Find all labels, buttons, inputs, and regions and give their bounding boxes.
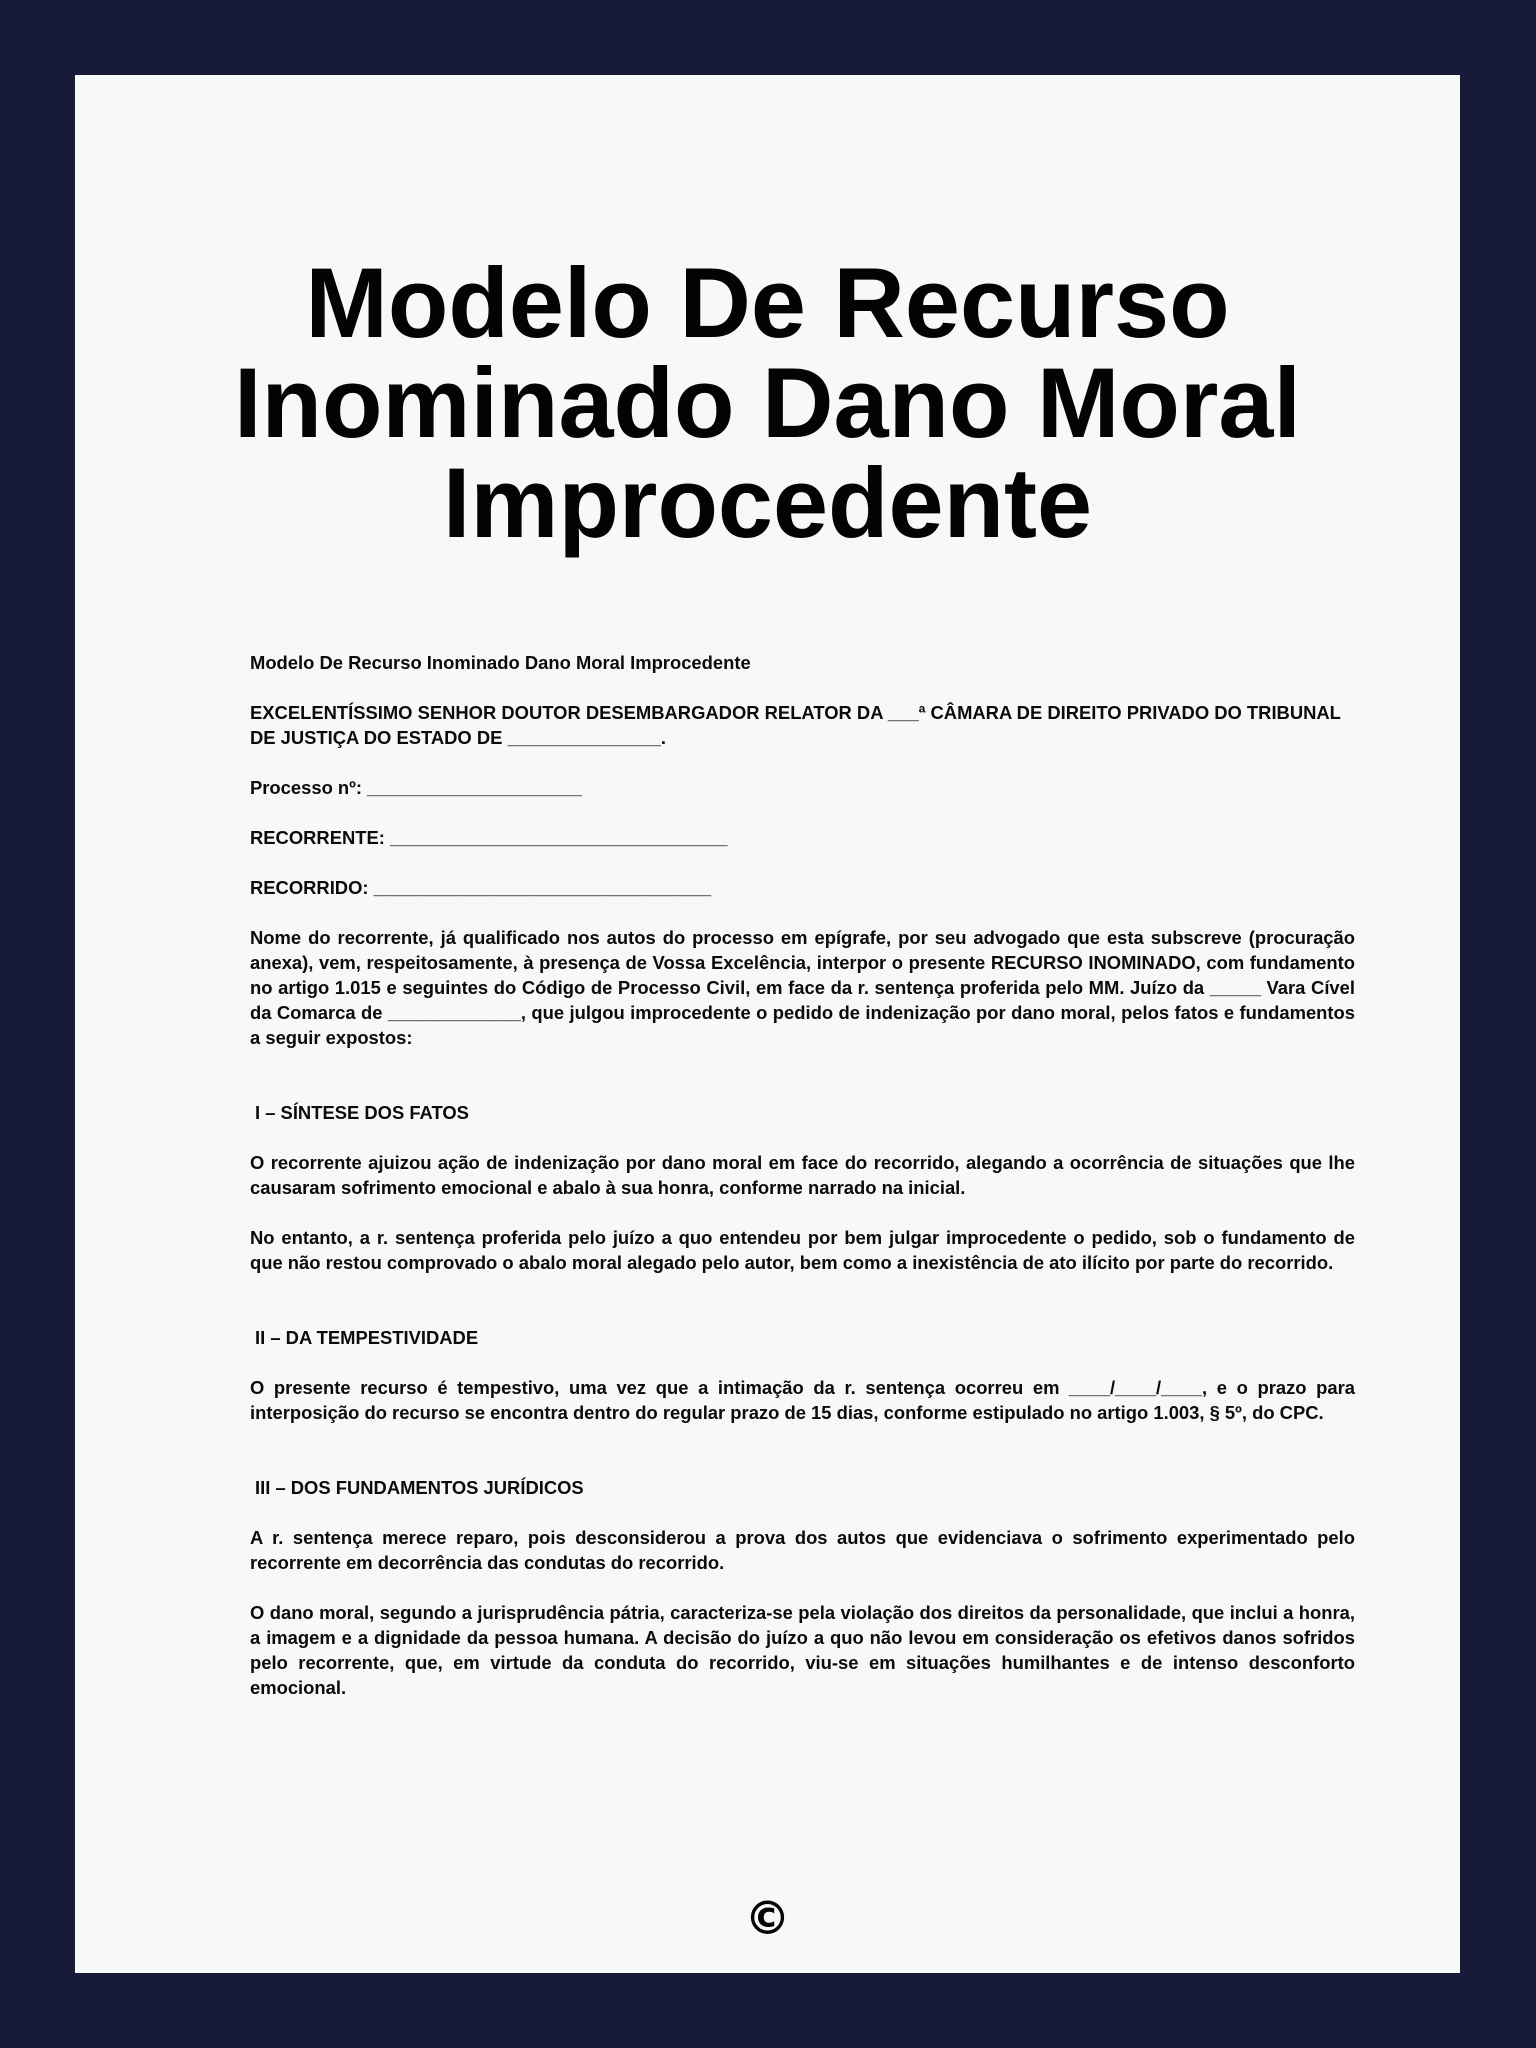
recorrido-field: RECORRIDO: _________________________________ — [250, 877, 712, 898]
fatos-paragraph-1: O recorrente ajuizou ação de indenização por dano moral em face do recorrido, alegando a ocorrência de situações que lhe causaram sofrimento emocional e abalo à sua honra, conforme narrado na inicial. — [250, 1152, 1355, 1198]
fatos-paragraph-2: No entanto, a r. sentença proferida pelo juízo a quo entendeu por bem julgar improcedente o pedido, sob o fundamento de que não restou comprovado o abalo moral alegado pelo autor, bem como a inexistência de ato ilícito por parte do recorrido. — [250, 1227, 1355, 1273]
tempestividade-paragraph: O presente recurso é tempestivo, uma vez que a intimação da r. sentença ocorreu em ____/____/____, e o prazo para interposição do recurso se encontra dentro do regular prazo de 15 dias, conforme estipulado no artigo 1.003, § 5º, do CPC. — [250, 1377, 1355, 1423]
fundamentos-paragraph-1: A r. sentença merece reparo, pois desconsiderou a prova dos autos que evidenciava o sofrimento experimentado pelo recorrente em decorrência das condutas do recorrido. — [250, 1527, 1355, 1573]
document-subtitle: Modelo De Recurso Inominado Dano Moral Improcedente — [250, 652, 751, 673]
processo-field: Processo nº: _____________________ — [250, 777, 582, 798]
fundamentos-paragraph-2: O dano moral, segundo a jurisprudência pátria, caracteriza-se pela violação dos direitos da personalidade, que inclui a honra, a imagem e a dignidade da pessoa humana. A decisão do juízo a quo não levou em consideração os efetivos danos sofridos pelo recorrente, que, em virtude da conduta do recorrido, viu-se em situações humilhantes e de intenso desconforto emocional. — [250, 1602, 1355, 1698]
document-page — [75, 75, 1460, 1973]
copyright-icon: © — [744, 1891, 791, 1945]
recorrente-field: RECORRENTE: _________________________________ — [250, 827, 728, 848]
title-line-2: Inominado Dano Moral — [233, 347, 1301, 458]
document-body — [250, 650, 1355, 1725]
addressee-paragraph: EXCELENTÍSSIMO SENHOR DOUTOR DESEMBARGADOR RELATOR DA ___ª CÂMARA DE DIREITO PRIVADO DO TRIBUNAL DE JUSTIÇA DO ESTADO DE _______________. — [250, 702, 1341, 748]
title-line-3: Improcedente — [442, 447, 1093, 558]
intro-paragraph: Nome do recorrente, já qualificado nos autos do processo em epígrafe, por seu advogado que esta subscreve (procuração anexa), vem, respeitosamente, à presença de Vossa Excelência, interpor o presente RECURSO INOMINADO, com fundamento no artigo 1.015 e seguintes do Código de Processo Civil, em face da r. sentença proferida pelo MM. Juízo da _____ Vara Cível da Comarca de _____________, que julgou improcedente o pedido de indenização por dano moral, pelos fatos e fundamentos a seguir expostos: — [250, 927, 1355, 1048]
document-title — [75, 247, 1460, 558]
section-heading-tempestividade: II – DA TEMPESTIVIDADE — [255, 1327, 479, 1348]
title-line-1: Modelo De Recurso — [305, 247, 1230, 358]
section-heading-fundamentos: III – DOS FUNDAMENTOS JURÍDICOS — [255, 1477, 584, 1498]
section-heading-fatos: I – SÍNTESE DOS FATOS — [255, 1102, 469, 1123]
